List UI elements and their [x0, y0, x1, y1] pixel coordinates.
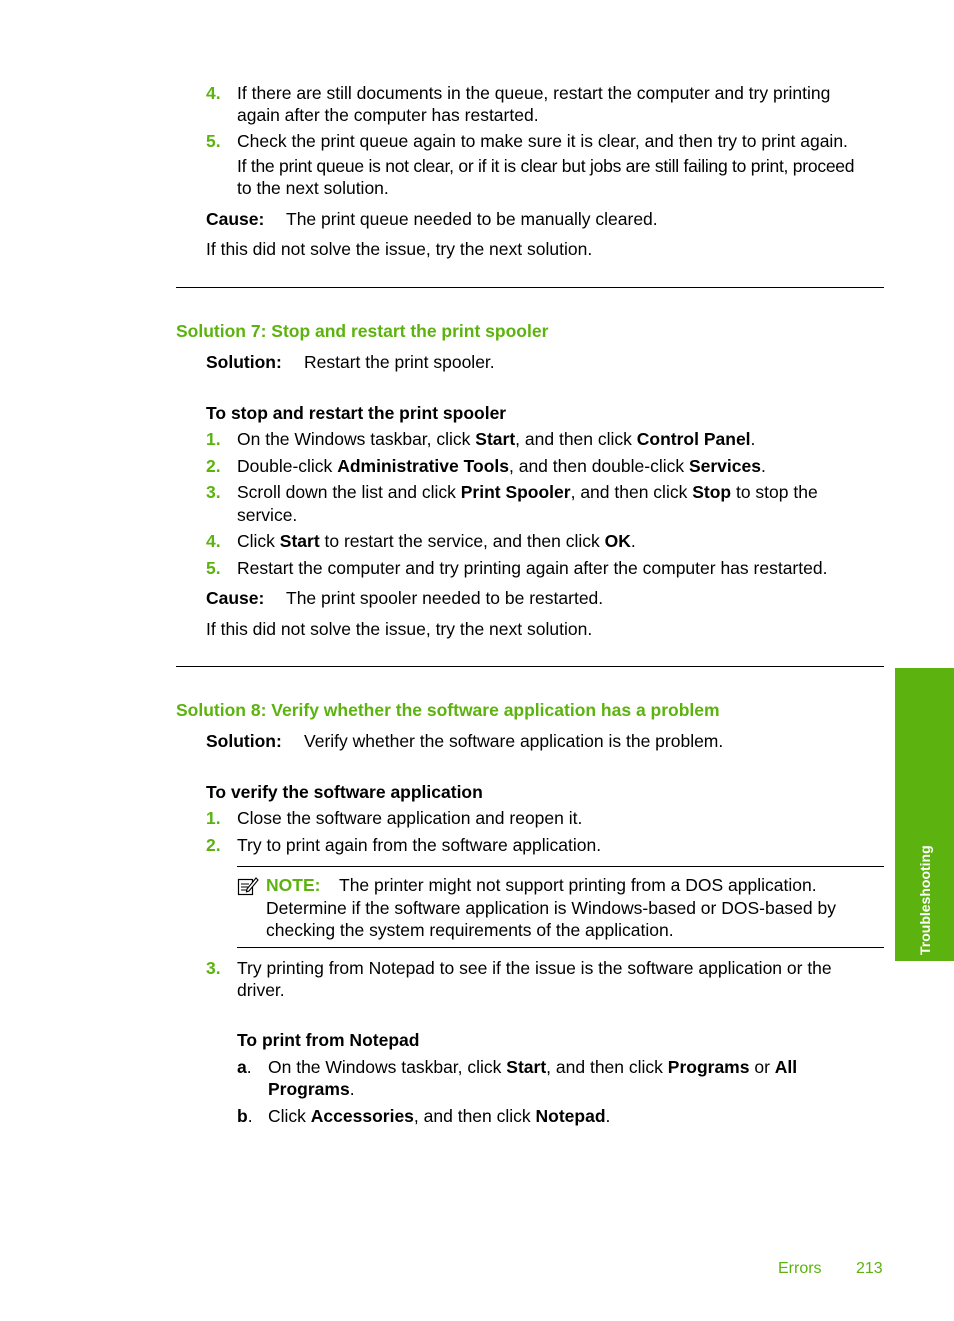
- note-text: Determine if the software application is Windows-based or DOS-based by: [266, 898, 836, 918]
- step-text: Close the software application and reopen it.: [237, 808, 583, 828]
- step-number: 3.: [206, 958, 221, 978]
- cause-text: The print spooler needed to be restarted.: [286, 588, 604, 608]
- side-tab-label: Troubleshooting: [917, 845, 933, 955]
- cause-label: Cause:: [206, 209, 265, 229]
- step-text: If there are still documents in the queue, restart the computer and try printing: [237, 83, 831, 103]
- step-text: Try to print again from the software application.: [237, 835, 602, 855]
- procedure-heading: To stop and restart the print spooler: [206, 403, 507, 423]
- step-number: 5.: [206, 558, 221, 578]
- step-text: driver.: [237, 980, 285, 1000]
- cause-label: Cause:: [206, 588, 265, 608]
- solution-8-heading: Solution 8: Verify whether the software application has a problem: [176, 700, 720, 720]
- step-subtext: If the print queue is not clear, or if it is clear but jobs are still failing to print, proceed: [237, 156, 855, 176]
- solution-label: Solution:: [206, 731, 282, 751]
- next-solution-text: If this did not solve the issue, try the next solution.: [206, 619, 593, 639]
- footer-section: Errors: [778, 1260, 822, 1277]
- step-number: 2.: [206, 835, 221, 855]
- solution-text: Verify whether the software application is the problem.: [304, 731, 724, 751]
- step-text: Try printing from Notepad to see if the issue is the software application or the: [237, 958, 832, 978]
- step-number: 2.: [206, 456, 221, 476]
- step-text: Check the print queue again to make sure it is clear, and then try to print again.: [237, 131, 848, 151]
- note-pencil-icon: [237, 875, 259, 897]
- step-number: 4.: [206, 531, 221, 551]
- step-text: Click Start to restart the service, and then click OK.: [237, 531, 636, 551]
- note-text: checking the system requirements of the application.: [266, 920, 674, 940]
- step-number: 4.: [206, 83, 221, 103]
- procedure-heading: To verify the software application: [206, 782, 483, 802]
- solution-label: Solution:: [206, 352, 282, 372]
- next-solution-text: If this did not solve the issue, try the next solution.: [206, 239, 593, 259]
- step-number: 3.: [206, 482, 221, 502]
- note-text: The printer might not support printing from a DOS application.: [339, 875, 817, 895]
- step-text: service.: [237, 505, 298, 525]
- side-tab-troubleshooting: [895, 668, 954, 961]
- step-text: again after the computer has restarted.: [237, 105, 539, 125]
- page-number: 213: [856, 1260, 883, 1277]
- step-subtext: to the next solution.: [237, 178, 389, 198]
- solution-7-heading: Solution 7: Stop and restart the print spooler: [176, 321, 549, 341]
- cause-text: The print queue needed to be manually cleared.: [286, 209, 658, 229]
- step-number: 1.: [206, 429, 221, 449]
- substep-label: a.: [237, 1057, 252, 1077]
- note-label: NOTE:: [266, 875, 321, 895]
- substep-text: Click Accessories, and then click Notepad.: [268, 1106, 611, 1126]
- step-number: 1.: [206, 808, 221, 828]
- step-text: Scroll down the list and click Print Spooler, and then click Stop to stop the: [237, 482, 818, 502]
- step-text: On the Windows taskbar, click Start, and then click Control Panel.: [237, 429, 756, 449]
- section-divider: [176, 666, 884, 667]
- substep-text: On the Windows taskbar, click Start, and then click Programs or All: [268, 1057, 798, 1077]
- substep-text: Programs.: [268, 1079, 355, 1099]
- substep-label: b.: [237, 1106, 253, 1126]
- solution-text: Restart the print spooler.: [304, 352, 495, 372]
- section-divider: [176, 287, 884, 288]
- step-text: Double-click Administrative Tools, and then double-click Services.: [237, 456, 766, 476]
- step-text: Restart the computer and try printing again after the computer has restarted.: [237, 558, 828, 578]
- step-number: 5.: [206, 131, 221, 151]
- note-top-rule: [237, 866, 884, 867]
- note-bottom-rule: [237, 947, 884, 948]
- procedure-heading: To print from Notepad: [237, 1030, 420, 1050]
